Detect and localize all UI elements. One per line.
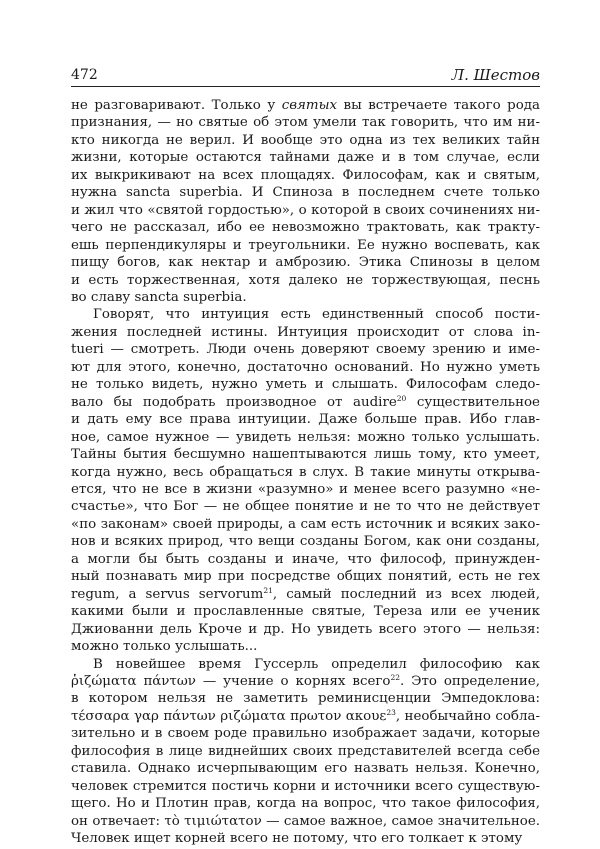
- text-line: [71, 795, 540, 812]
- footnote-ref: 20: [396, 393, 407, 403]
- text-run: во славу sancta superbia.: [71, 289, 247, 305]
- body-text: [71, 97, 540, 847]
- page-header: [71, 66, 540, 84]
- text-line: [71, 272, 540, 289]
- text-line: [71, 673, 540, 690]
- text-run: чего не рассказал, ибо ее невозможно трактовать, как тракту-: [71, 220, 540, 236]
- text-line: [71, 306, 540, 323]
- text-run: ешь перпендикуляры и треугольники. Ее нужно воспевать, как: [71, 237, 540, 253]
- text-line: [71, 725, 540, 742]
- text-line: [71, 481, 540, 498]
- text-line: [71, 498, 540, 515]
- text-run: ется, что не все в жизни «разумно» и менее всего разумно «не-: [71, 481, 540, 497]
- text-line: [71, 167, 540, 184]
- emphasis: святых: [281, 98, 338, 113]
- text-line: [71, 376, 540, 393]
- text-run: существительное: [406, 394, 540, 410]
- text-line: [71, 394, 540, 411]
- text-line: [71, 551, 540, 568]
- text-run: ставила. Однако исчерпывающим его назвать нельзя. Конечно,: [71, 761, 540, 777]
- text-line: [71, 743, 540, 760]
- text-run: ῥιζώματα πάντων — учение о корнях всего: [71, 673, 391, 689]
- text-line: [71, 219, 540, 236]
- text-run: и дать ему все права интуиции. Даже больше прав. Ибо глав-: [71, 412, 540, 428]
- text-line: [71, 97, 540, 114]
- text-line: [71, 254, 540, 271]
- text-line: [71, 656, 540, 673]
- text-line: [71, 341, 540, 358]
- text-run: вало бы подобрать производное от audire: [71, 394, 397, 410]
- text-line: [71, 237, 540, 254]
- text-run: какими были и прославленные святые, Тереза или ее ученик: [71, 604, 540, 620]
- text-run: счастье», что Бог — не общее понятие и не то что не действует: [71, 499, 540, 515]
- text-run: . Это определение,: [400, 673, 540, 689]
- text-line: [71, 621, 540, 638]
- text-line: [71, 603, 540, 620]
- text-line: [71, 533, 540, 550]
- text-line: [71, 464, 540, 481]
- text-run: вы встречаете такого рода: [337, 98, 540, 113]
- text-line: [71, 446, 540, 463]
- footnote-ref: 23: [386, 707, 396, 717]
- text-run: , необычайно собла-: [395, 708, 540, 724]
- text-run: нужна sancta superbia. И Спиноза в последнем счете только: [71, 185, 540, 201]
- running-head-author: Л. Шестов: [451, 66, 540, 84]
- text-line: [71, 760, 540, 777]
- text-run: человек стремится постичь корни и источники всего существую-: [71, 778, 540, 794]
- text-line: [71, 359, 540, 376]
- text-line: [71, 568, 540, 585]
- text-run: а могли бы быть созданы и иначе, что философ, принужден-: [71, 551, 540, 567]
- text-line: [71, 708, 540, 725]
- text-run: когда нужно, весь обращаться в слух. В такие минуты открыва-: [71, 464, 540, 480]
- text-run: ют для этого, конечно, достаточно оснований. Но нужно уметь: [71, 359, 540, 375]
- footnote-ref: 21: [263, 585, 273, 595]
- text-line: [71, 114, 540, 131]
- text-run: в котором нельзя не заметить реминисценции Эмпедоклова:: [71, 691, 540, 707]
- text-run: признания, — но святые об этом умели так говорить, что им ни-: [71, 115, 540, 131]
- text-line: [71, 289, 540, 306]
- text-run: он отвечает: τὸ τιμιώτατον — самое важное, самое значительное.: [71, 813, 540, 829]
- text-line: [71, 516, 540, 533]
- text-run: можно только услышать...: [71, 639, 258, 655]
- text-run: не разговаривают. Только у: [71, 98, 282, 113]
- text-run: кто никогда не верил. И вообще это одна из тех великих тайн: [71, 132, 540, 148]
- page-number: 472: [71, 67, 98, 83]
- header-rule: [71, 86, 540, 87]
- text-run: пищу богов, как нектар и амброзию. Этика Спинозы в целом: [71, 255, 540, 271]
- text-run: Джиованни дель Кроче и др. Но увидеть всего этого — нельзя:: [71, 621, 540, 637]
- text-run: ное, самое нужное — увидеть нельзя: можно только услышать.: [71, 429, 540, 445]
- text-line: [71, 429, 540, 446]
- text-line: [71, 324, 540, 341]
- text-run: зительно и в своем роде правильно изображает задачи, которые: [71, 726, 540, 742]
- text-run: tueri — смотреть. Люди очень доверяют своему зрению и име-: [71, 342, 540, 358]
- text-run: Человек ищет корней всего не потому, что его толкает к этому: [71, 831, 523, 847]
- text-line: [71, 690, 540, 707]
- text-line: [71, 132, 540, 149]
- text-run: и жил что «святой гордостью», о которой в своих сочинениях ни-: [71, 202, 540, 218]
- text-run: жизни, которые остаются тайнами даже и в том случае, если: [71, 150, 540, 166]
- text-line: [71, 411, 540, 428]
- text-run: Тайны бытия бесшумно нашептываются лишь тому, кто умеет,: [71, 447, 540, 463]
- text-line: [71, 202, 540, 219]
- text-line: [71, 813, 540, 830]
- text-line: [71, 638, 540, 655]
- text-run: жения последней истины. Интуиция происходит от слова in-: [71, 324, 540, 340]
- text-line: [71, 586, 540, 603]
- text-run: regum, a servus servorum: [71, 586, 264, 602]
- text-run: щего. Но и Плотин прав, когда на вопрос, что такое философия,: [71, 796, 540, 812]
- text-run: τέσσαρα γαρ πάντων ριζώματα πρωτον ακουε: [71, 708, 387, 724]
- text-run: Говорят, что интуиция есть единственный способ пости-: [93, 307, 540, 323]
- text-run: философия в лице виднейших своих представителей всегда себе: [71, 743, 540, 759]
- footnote-ref: 22: [390, 672, 401, 682]
- text-run: и есть торжественная, хотя далеко не торжествующая, песнь: [71, 272, 540, 288]
- text-line: [71, 149, 540, 166]
- text-run: нов и всяких природ, что вещи созданы Богом, как они созданы,: [71, 534, 540, 550]
- text-run: ный познавать мир при посредстве общих понятий, есть не rex: [71, 569, 540, 585]
- text-line: [71, 778, 540, 795]
- text-run: «по законам» своей природы, а сам есть источник и всяких зако-: [71, 516, 540, 532]
- text-run: В новейшее время Гуссерль определил философию как: [93, 656, 540, 672]
- text-line: [71, 830, 540, 847]
- text-line: [71, 184, 540, 201]
- text-run: не только видеть, нужно уметь и слышать. Философам следо-: [71, 377, 540, 393]
- text-run: , самый последний из всех людей,: [272, 586, 540, 602]
- text-run: их выкрикивают на всех площадях. Философам, как и святым,: [71, 167, 540, 183]
